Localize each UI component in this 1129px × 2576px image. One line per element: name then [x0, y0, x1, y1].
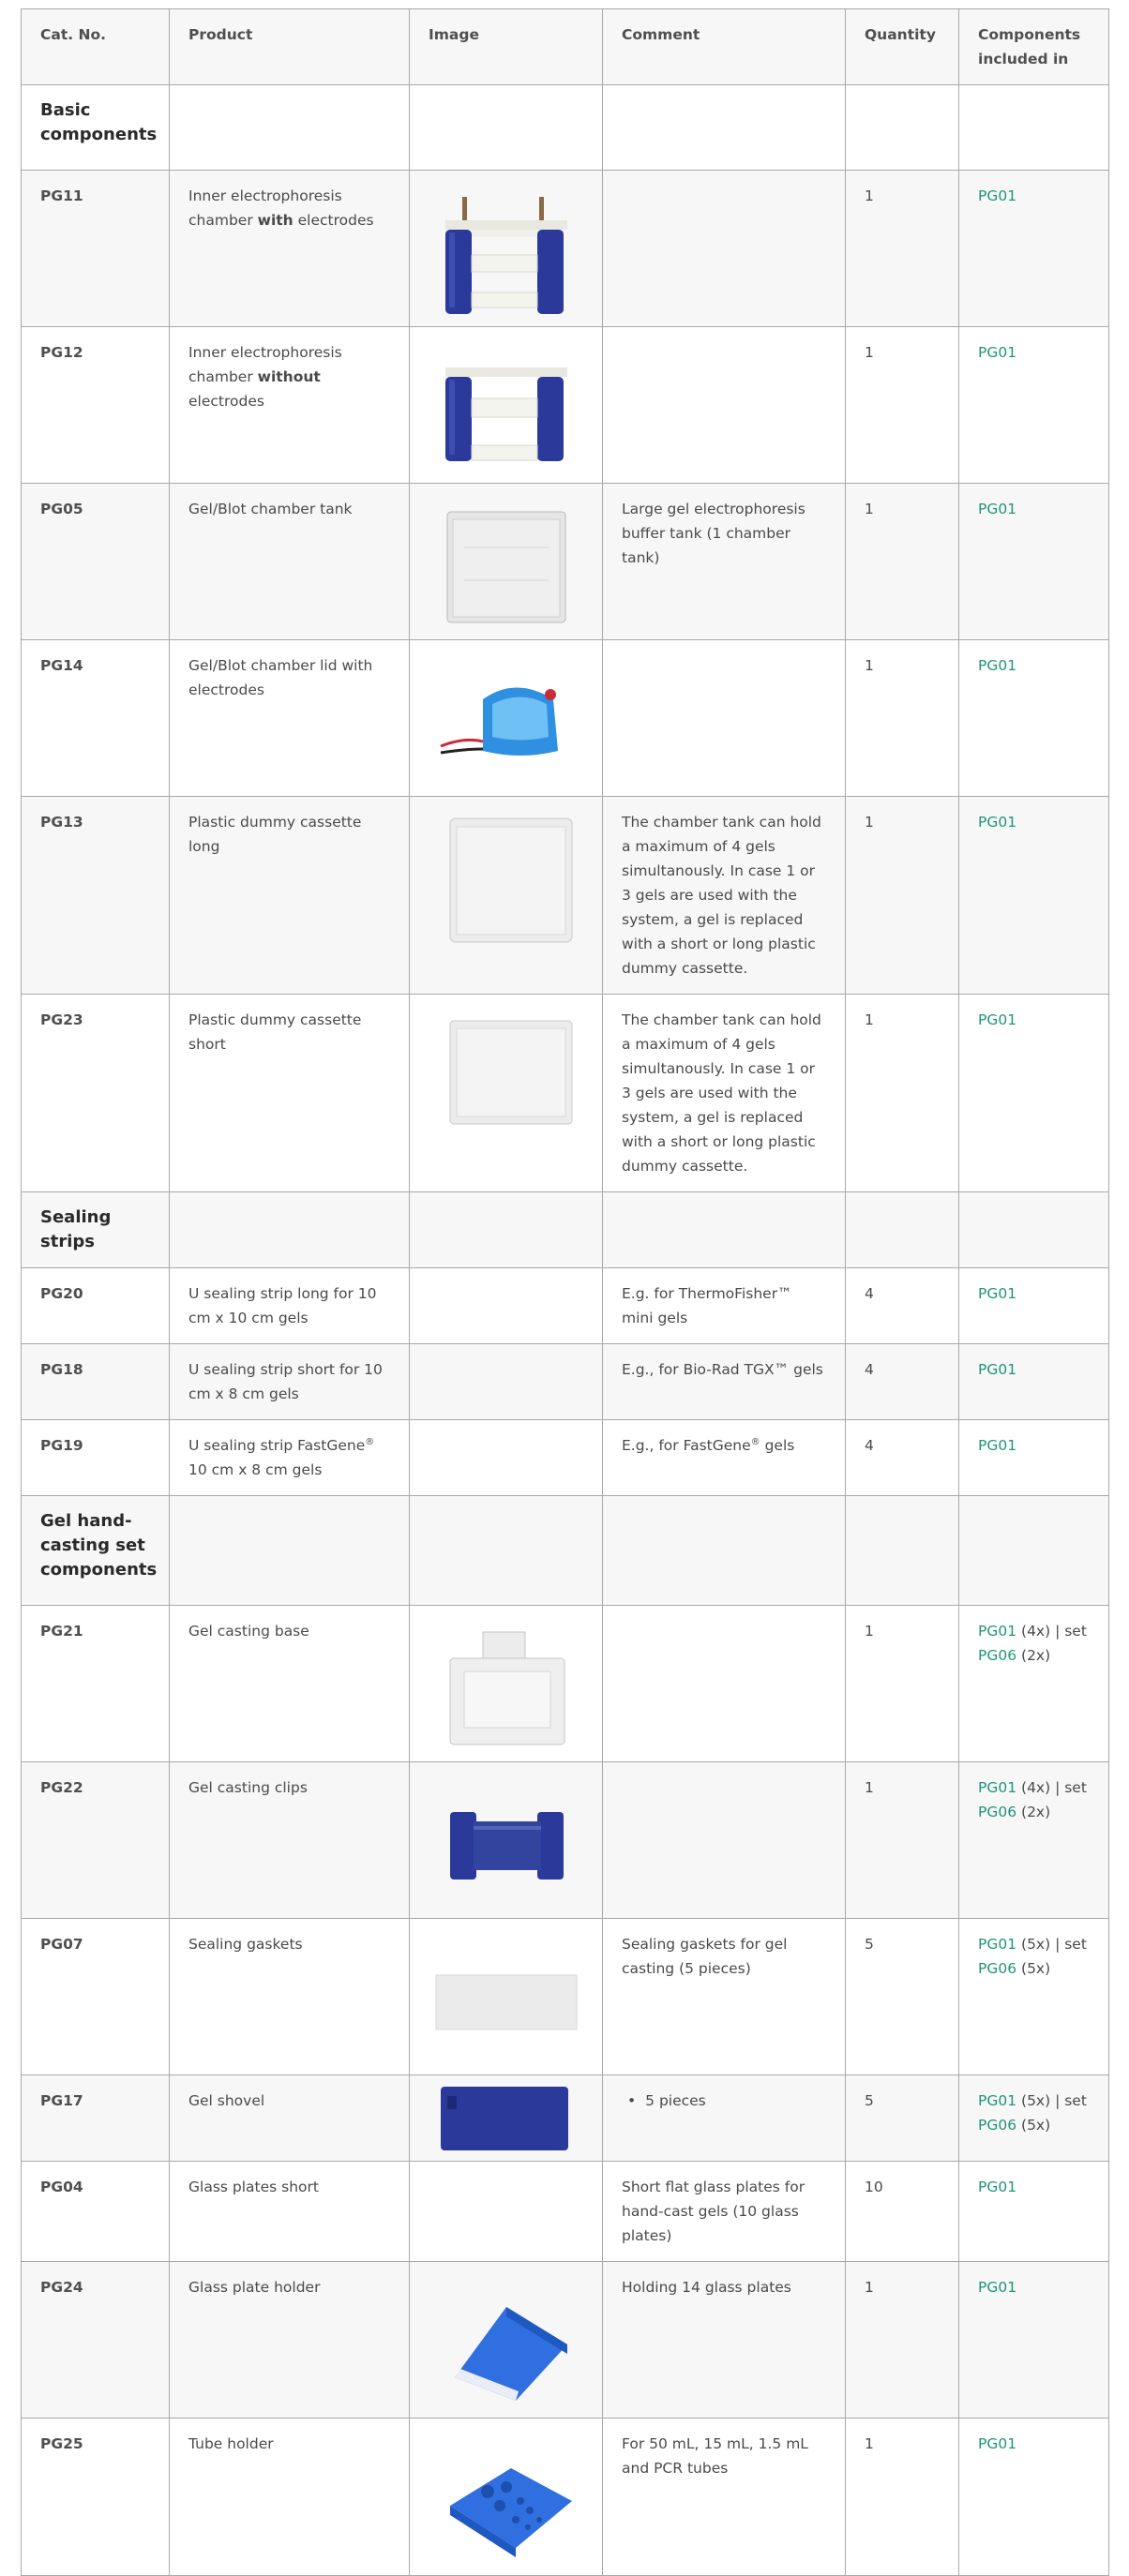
header-included-in: Components included in [959, 9, 1109, 85]
quantity: 1 [846, 640, 959, 797]
product-image-cell [410, 1919, 603, 2075]
comment: E.g., for FastGene® gels [603, 1420, 846, 1496]
included-in [959, 2419, 1109, 2576]
table-row [22, 1420, 1109, 1496]
product-name: Inner electrophoresis chamber with electrodes [170, 171, 410, 327]
bullet-icon: • [627, 2092, 637, 2109]
product-image-cell [410, 797, 603, 995]
product-image-cell [410, 2162, 603, 2262]
comment: E.g., for Bio-Rad TGX™ gels [603, 1344, 846, 1420]
included-in: PG01 (4x) | set PG06 (2x) [959, 1606, 1109, 1762]
included-in [959, 2262, 1109, 2419]
product-name: Plastic dummy cassette short [170, 995, 410, 1192]
section-title-sealing: Sealing strips [22, 1192, 170, 1268]
quantity: 1 [846, 995, 959, 1192]
table-row [22, 2419, 1109, 2576]
table-row [22, 2075, 1109, 2162]
cat-no: PG05 [22, 484, 170, 640]
inner-chamber-with-electrodes-image [427, 178, 586, 319]
casting-base-image [427, 1613, 586, 1754]
included-in [959, 327, 1109, 484]
comment: • 5 pieces [603, 2075, 846, 2162]
included-in [959, 797, 1109, 995]
link-pg01[interactable]: PG01 [978, 1285, 1017, 1302]
product-image-cell [410, 1420, 603, 1496]
quantity: 1 [846, 484, 959, 640]
included-in: PG01 (5x) | set PG06 (5x) [959, 2075, 1109, 2162]
table-header-row [22, 9, 1109, 85]
quantity: 1 [846, 171, 959, 327]
included-in [959, 1344, 1109, 1420]
gel-shovel-image [427, 2083, 586, 2153]
cat-no: PG12 [22, 327, 170, 484]
quantity: 1 [846, 327, 959, 484]
product-image-cell [410, 1268, 603, 1344]
product-name: U sealing strip short for 10 cm x 8 cm gels [170, 1344, 410, 1420]
product-image-cell [410, 1606, 603, 1762]
header-image: Image [410, 9, 603, 85]
comment [603, 1606, 846, 1762]
table-row [22, 2162, 1109, 2262]
comment: The chamber tank can hold a maximum of 4 gels simultanously. In case 1 or 3 gels are used with the system, a gel is replaced with a short or long plastic dummy cassette. [603, 797, 846, 995]
section-row-basic [22, 85, 1109, 171]
section-title-basic: Basic components [22, 85, 170, 171]
cat-no: PG21 [22, 1606, 170, 1762]
product-image-cell [410, 1344, 603, 1420]
quantity: 10 [846, 2162, 959, 2262]
cat-no: PG18 [22, 1344, 170, 1420]
table-row [22, 327, 1109, 484]
included-in: PG01 (4x) | set PG06 (2x) [959, 1762, 1109, 1919]
product-image-cell [410, 327, 603, 484]
link-pg06[interactable]: PG06 [978, 1960, 1017, 1977]
link-pg01[interactable]: PG01 [978, 1011, 1017, 1028]
cat-no: PG20 [22, 1268, 170, 1344]
comment: For 50 mL, 15 mL, 1.5 mL and PCR tubes [603, 2419, 846, 2576]
header-comment: Comment [603, 9, 846, 85]
product-name: Plastic dummy cassette long [170, 797, 410, 995]
comment: E.g. for ThermoFisher™ mini gels [603, 1268, 846, 1344]
link-pg01[interactable]: PG01 [978, 1361, 1017, 1378]
product-name: Inner electrophoresis chamber without electrodes [170, 327, 410, 484]
comment [603, 171, 846, 327]
header-quantity: Quantity [846, 9, 959, 85]
included-in [959, 640, 1109, 797]
link-pg01[interactable]: PG01 [978, 2435, 1017, 2452]
table-row [22, 171, 1109, 327]
product-image-cell [410, 171, 603, 327]
included-in [959, 484, 1109, 640]
product-image-cell [410, 2262, 603, 2419]
link-pg01[interactable]: PG01 [978, 2279, 1017, 2296]
comment: The chamber tank can hold a maximum of 4 gels simultanously. In case 1 or 3 gels are used with the system, a gel is replaced with a short or long plastic dummy cassette. [603, 995, 846, 1192]
sealing-gasket-image [427, 1926, 586, 2067]
cat-no: PG17 [22, 2075, 170, 2162]
section-row-casting [22, 1496, 1109, 1606]
product-name: U sealing strip long for 10 cm x 10 cm gels [170, 1268, 410, 1344]
included-in: PG01 (5x) | set PG06 (5x) [959, 1919, 1109, 2075]
quantity: 1 [846, 1762, 959, 1919]
link-pg06[interactable]: PG06 [978, 1804, 1017, 1820]
cat-no: PG14 [22, 640, 170, 797]
dummy-cassette-short-image [427, 1002, 586, 1143]
cat-no: PG19 [22, 1420, 170, 1496]
quantity: 4 [846, 1268, 959, 1344]
dummy-cassette-long-image [427, 804, 586, 945]
table-row [22, 1606, 1109, 1762]
table-row [22, 484, 1109, 640]
product-name: Glass plate holder [170, 2262, 410, 2419]
quantity: 1 [846, 2419, 959, 2576]
table-row [22, 640, 1109, 797]
link-pg01[interactable]: PG01 [978, 2179, 1017, 2195]
header-cat-no: Cat. No. [22, 9, 170, 85]
cat-no: PG24 [22, 2262, 170, 2419]
cat-no: PG07 [22, 1919, 170, 2075]
table-row [22, 995, 1109, 1192]
product-name: Gel casting clips [170, 1762, 410, 1919]
product-name: Tube holder [170, 2419, 410, 2576]
link-pg01[interactable]: PG01 [978, 344, 1017, 361]
chamber-lid-image [427, 648, 586, 788]
link-pg01[interactable]: PG01 [978, 1437, 1017, 1454]
comment: Holding 14 glass plates [603, 2262, 846, 2419]
quantity: 1 [846, 1606, 959, 1762]
product-name: Sealing gaskets [170, 1919, 410, 2075]
section-row-sealing [22, 1192, 1109, 1268]
section-title-casting: Gel hand-casting set components [22, 1496, 170, 1606]
link-pg01[interactable]: PG01 [978, 657, 1017, 674]
cat-no: PG13 [22, 797, 170, 995]
link-pg01[interactable]: PG01 [978, 814, 1017, 831]
included-in [959, 995, 1109, 1192]
comment [603, 1762, 846, 1919]
quantity: 5 [846, 2075, 959, 2162]
comment [603, 327, 846, 484]
cat-no: PG04 [22, 2162, 170, 2262]
product-name: Gel casting base [170, 1606, 410, 1762]
quantity: 1 [846, 2262, 959, 2419]
comment: Sealing gaskets for gel casting (5 pieces) [603, 1919, 846, 2075]
product-image-cell [410, 2419, 603, 2576]
header-product: Product [170, 9, 410, 85]
quantity: 4 [846, 1420, 959, 1496]
product-name: Gel/Blot chamber tank [170, 484, 410, 640]
comment: Short flat glass plates for hand-cast gels (10 glass plates) [603, 2162, 846, 2262]
quantity: 4 [846, 1344, 959, 1420]
casting-clips-image [427, 1770, 586, 1910]
product-name: Glass plates short [170, 2162, 410, 2262]
link-pg01[interactable]: PG01 [978, 1779, 1017, 1796]
table-row [22, 1919, 1109, 2075]
link-pg01[interactable]: PG01 [978, 1936, 1017, 1953]
link-pg01[interactable]: PG01 [978, 1623, 1017, 1640]
table-row [22, 1344, 1109, 1420]
product-image-cell [410, 2075, 603, 2162]
link-pg01[interactable]: PG01 [978, 2092, 1017, 2109]
table-row [22, 2262, 1109, 2419]
comment: Large gel electrophoresis buffer tank (1 chamber tank) [603, 484, 846, 640]
link-pg01[interactable]: PG01 [978, 187, 1017, 204]
comment [603, 640, 846, 797]
components-table [21, 8, 1109, 2576]
quantity: 1 [846, 797, 959, 995]
product-name: U sealing strip FastGene® 10 cm x 8 cm gels [170, 1420, 410, 1496]
quantity: 5 [846, 1919, 959, 2075]
inner-chamber-without-electrodes-image [427, 335, 586, 475]
link-pg01[interactable]: PG01 [978, 501, 1017, 517]
cat-no: PG23 [22, 995, 170, 1192]
table-row [22, 1762, 1109, 1919]
tube-holder-image [427, 2426, 586, 2567]
included-in [959, 171, 1109, 327]
product-image-cell [410, 1762, 603, 1919]
included-in [959, 1268, 1109, 1344]
chamber-tank-image [427, 491, 586, 632]
cat-no: PG11 [22, 171, 170, 327]
link-pg06[interactable]: PG06 [978, 2117, 1017, 2134]
product-image-cell [410, 640, 603, 797]
product-image-cell [410, 484, 603, 640]
cat-no: PG25 [22, 2419, 170, 2576]
included-in [959, 1420, 1109, 1496]
table-row [22, 1268, 1109, 1344]
product-name: Gel shovel [170, 2075, 410, 2162]
included-in [959, 2162, 1109, 2262]
glass-plate-holder-image [427, 2269, 586, 2410]
table-row [22, 797, 1109, 995]
link-pg06[interactable]: PG06 [978, 1647, 1017, 1664]
product-name: Gel/Blot chamber lid with electrodes [170, 640, 410, 797]
cat-no: PG22 [22, 1762, 170, 1919]
product-image-cell [410, 995, 603, 1192]
